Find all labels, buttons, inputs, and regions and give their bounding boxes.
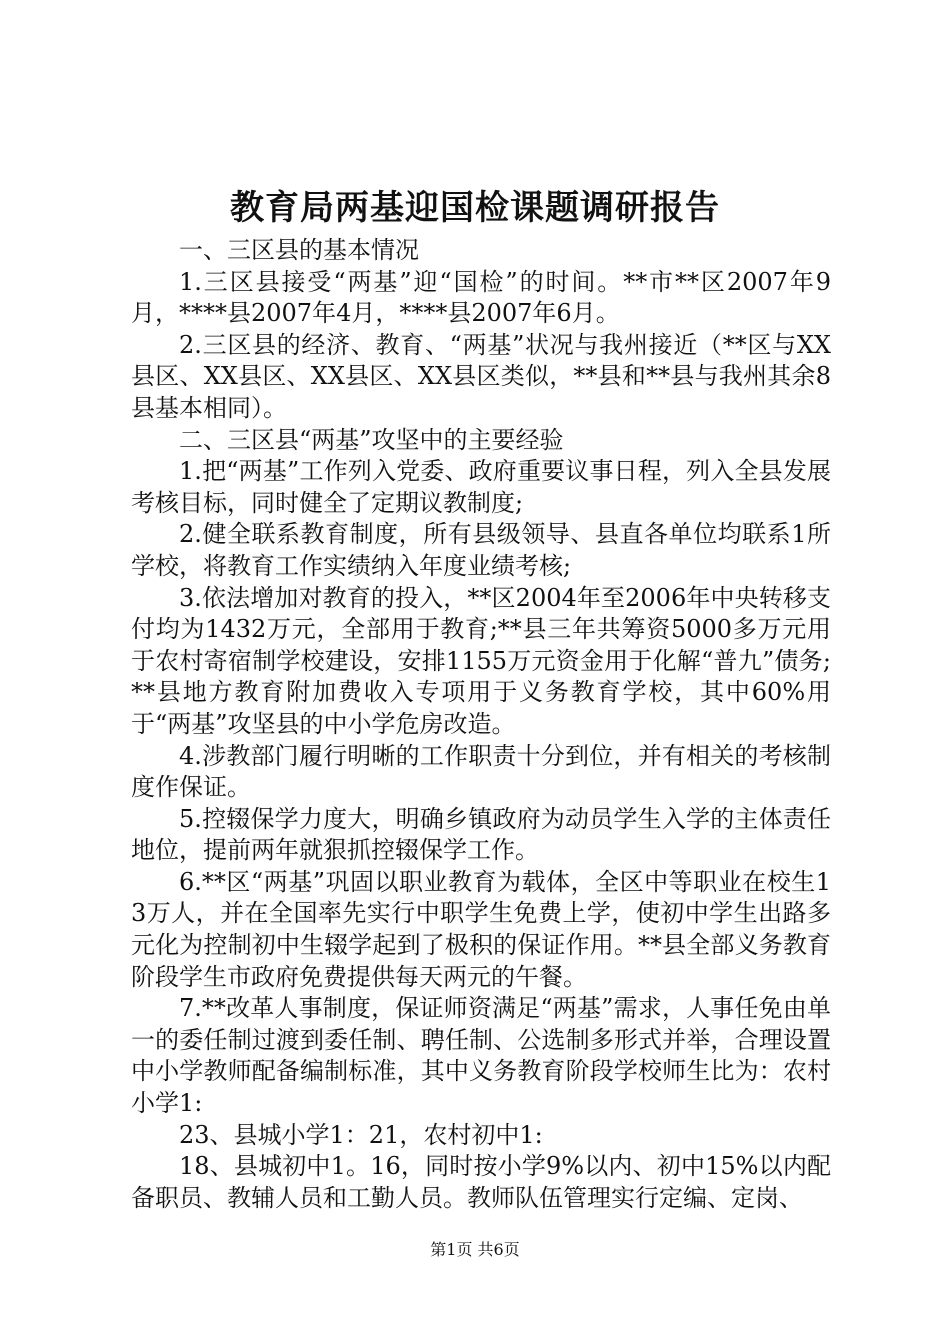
paragraph: 1.把“两基”工作列入党委、政府重要议事日程，列入全县发展考核目标，同时健全了定期议教制度; <box>131 457 831 517</box>
paragraph: 23、县城小学1：21，农村初中1: <box>179 1120 543 1149</box>
paragraph: 2.健全联系教育制度，所有县级领导、县直各单位均联系1所学校，将教育工作实绩纳入年度业绩考核; <box>131 520 831 580</box>
paragraph: 18、县城初中1。16，同时按小学9%以内、初中15%以内配备职员、教辅人员和工勤人员。教师队伍管理实行定编、定岗、 <box>131 1152 831 1212</box>
paragraph: 1.三区县接受“两基”迎“国检”的时间。**市**区2007年9月，****县2007年4月，****县2007年6月。 <box>131 267 831 328</box>
paragraph: 2.三区县的经济、教育、“两基”状况与我州接近（**区与XX县区、XX县区、XX县区、XX县区类似，**县和**县与我州其余8县基本相同）。 <box>131 330 831 422</box>
section-heading: 一、三区县的基本情况 <box>179 236 419 264</box>
paragraph: 5.控辍保学力度大，明确乡镇政府为动员学生入学的主体责任地位，提前两年就狠抓控辍保学工作。 <box>131 804 831 865</box>
document-title: 教育局两基迎国检课题调研报告 <box>230 188 720 228</box>
paragraph: 7.**改革人事制度，保证师资满足“两基”需求，人事任免由单一的委任制过渡到委任制、聘任制、公选制多形式并举，合理设置中小学教师配备编制标准，其中义务教育阶段学校师生比为：农村小学1: <box>131 994 831 1118</box>
section-heading: 二、三区县“两基”攻坚中的主要经验 <box>179 425 564 454</box>
document-body <box>131 235 831 1214</box>
paragraph: 3.依法增加对教育的投入，**区2004年至2006年中央转移支付均为1432万元，全部用于教育;**县三年共筹资5000多万元用于农村寄宿制学校建设，安排1155万元资金用于化解“普九”债务;**县地方教育附加费收入专项用于义务教育学校，其中60%用于“两基”攻坚县的中小学危房改造。 <box>131 583 831 738</box>
page-footer: 第1页 共6页 <box>430 1240 520 1259</box>
paragraph: 6.**区“两基”巩固以职业教育为载体，全区中等职业在校生13万人，并在全国率先实行中职学生免费上学，使初中学生出路多元化为控制初中生辍学起到了极积的保证作用。**县全部义务教育阶段学生市政府免费提供每天两元的午餐。 <box>131 867 831 991</box>
paragraph: 4.涉教部门履行明晰的工作职责十分到位，并有相关的考核制度作保证。 <box>131 741 831 802</box>
